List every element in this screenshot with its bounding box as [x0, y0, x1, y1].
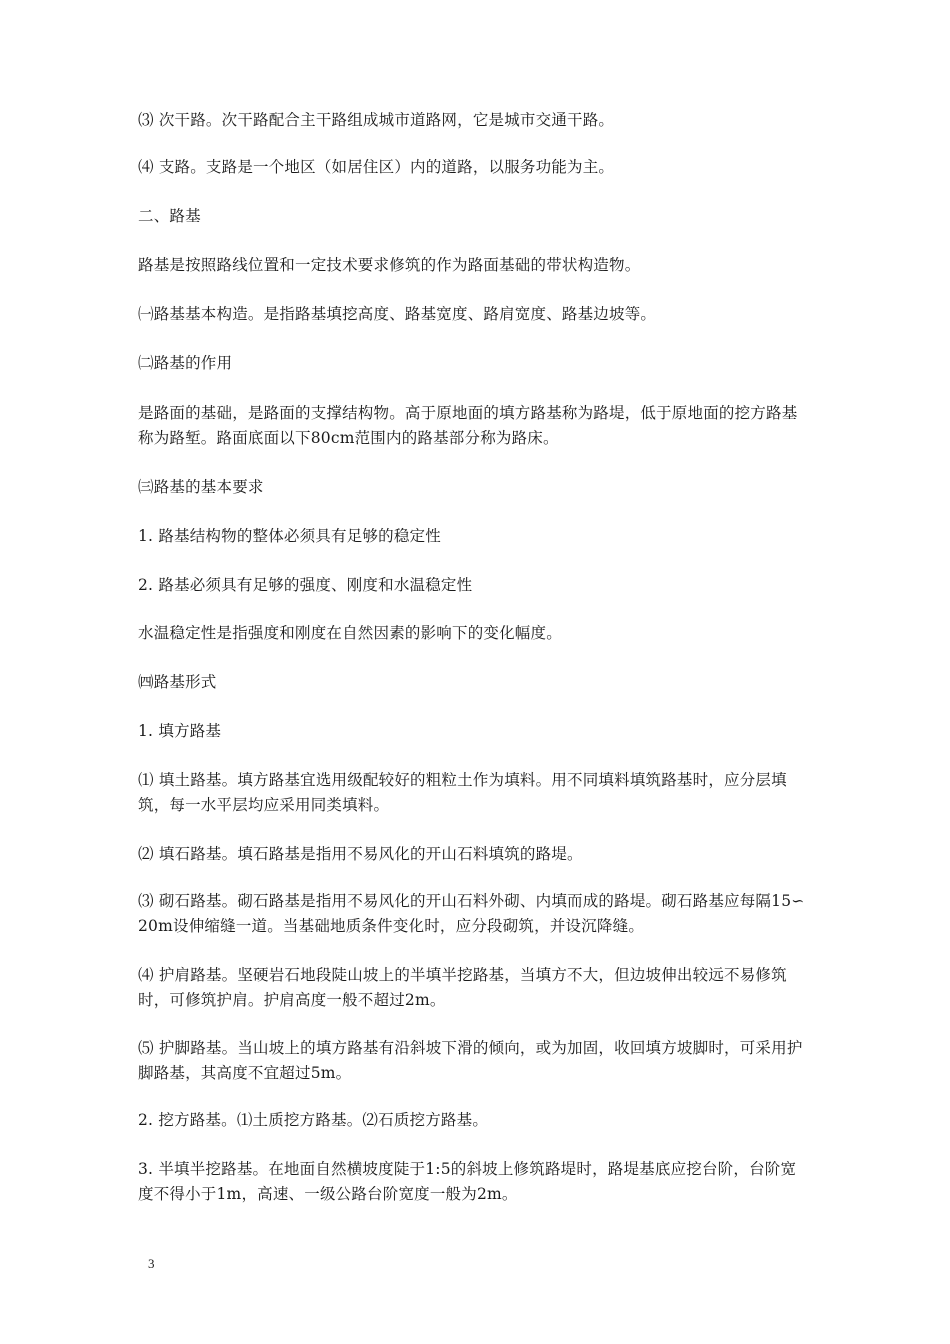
list-item-cut-roadbed: 2. 挖方路基。⑴土质挖方路基。⑵石质挖方路基。 — [138, 1111, 489, 1129]
subheading-roadbed-function: ㈡路基的作用 — [138, 354, 233, 372]
list-item-half-fill-half-cut-roadbed: 3. 半填半挖路基。在地面自然横坡度陡于1:5的斜坡上修筑路堤时，路堤基底应挖台阶，台阶宽度不得小于1m，高速、一级公路台阶宽度一般为2m。 — [138, 1160, 797, 1203]
paragraph-masonry-roadbed: ⑶ 砌石路基。砌石路基是指用不易风化的开山石料外砌、内填而成的路堤。砌石路基应每隔15∽20m设伸缩缝一道。当基础地质条件变化时，应分段砌筑，并设沉降缝。 — [138, 892, 805, 935]
paragraph-branch-road: ⑷ 支路。支路是一个地区（如居住区）内的道路，以服务功能为主。 — [138, 158, 615, 176]
subheading-roadbed-requirements: ㈢路基的基本要求 — [138, 478, 264, 496]
paragraph-earth-fill-roadbed: ⑴ 填土路基。填方路基宜选用级配较好的粗粒土作为填料。用不同填料填筑路基时，应分层填筑，每一水平层均应采用同类填料。 — [138, 771, 787, 814]
list-item-stability: 1. 路基结构物的整体必须具有足够的稳定性 — [138, 527, 441, 545]
list-item-strength: 2. 路基必须具有足够的强度、刚度和水温稳定性 — [138, 576, 473, 594]
page-number: 3 — [148, 1256, 155, 1271]
list-item-fill-roadbed: 1. 填方路基 — [138, 722, 222, 740]
paragraph-secondary-arterial: ⑶ 次干路。次干路配合主干路组成城市道路网，它是城市交通干路。 — [138, 111, 615, 129]
paragraph-rock-fill-roadbed: ⑵ 填石路基。填石路基是指用不易风化的开山石料填筑的路堤。 — [138, 845, 583, 863]
paragraph-roadbed-structure: ㈠路基基本构造。是指路基填挖高度、路基宽度、路肩宽度、路基边坡等。 — [138, 305, 657, 323]
paragraph-roadbed-function: 是路面的基础，是路面的支撑结构物。高于原地面的填方路基称为路堤，低于原地面的挖方路基称为路堑。路面底面以下80cm范围内的路基部分称为路床。 — [138, 404, 798, 447]
paragraph-water-temperature-stability: 水温稳定性是指强度和刚度在自然因素的影响下的变化幅度。 — [138, 624, 562, 642]
paragraph-roadbed-definition: 路基是按照路线位置和一定技术要求修筑的作为路面基础的带状构造物。 — [138, 256, 641, 274]
paragraph-toe-protection-roadbed: ⑸ 护脚路基。当山坡上的填方路基有沿斜坡下滑的倾向，或为加固，收回填方坡脚时，可采用护脚路基，其高度不宜超过5m。 — [138, 1039, 803, 1082]
paragraph-shoulder-protection-roadbed: ⑷ 护肩路基。坚硬岩石地段陡山坡上的半填半挖路基，当填方不大，但边坡伸出较远不易修筑时，可修筑护肩。护肩高度一般不超过2m。 — [138, 966, 787, 1009]
section-heading-roadbed: 二、路基 — [138, 207, 201, 225]
subheading-roadbed-forms: ㈣路基形式 — [138, 673, 217, 691]
